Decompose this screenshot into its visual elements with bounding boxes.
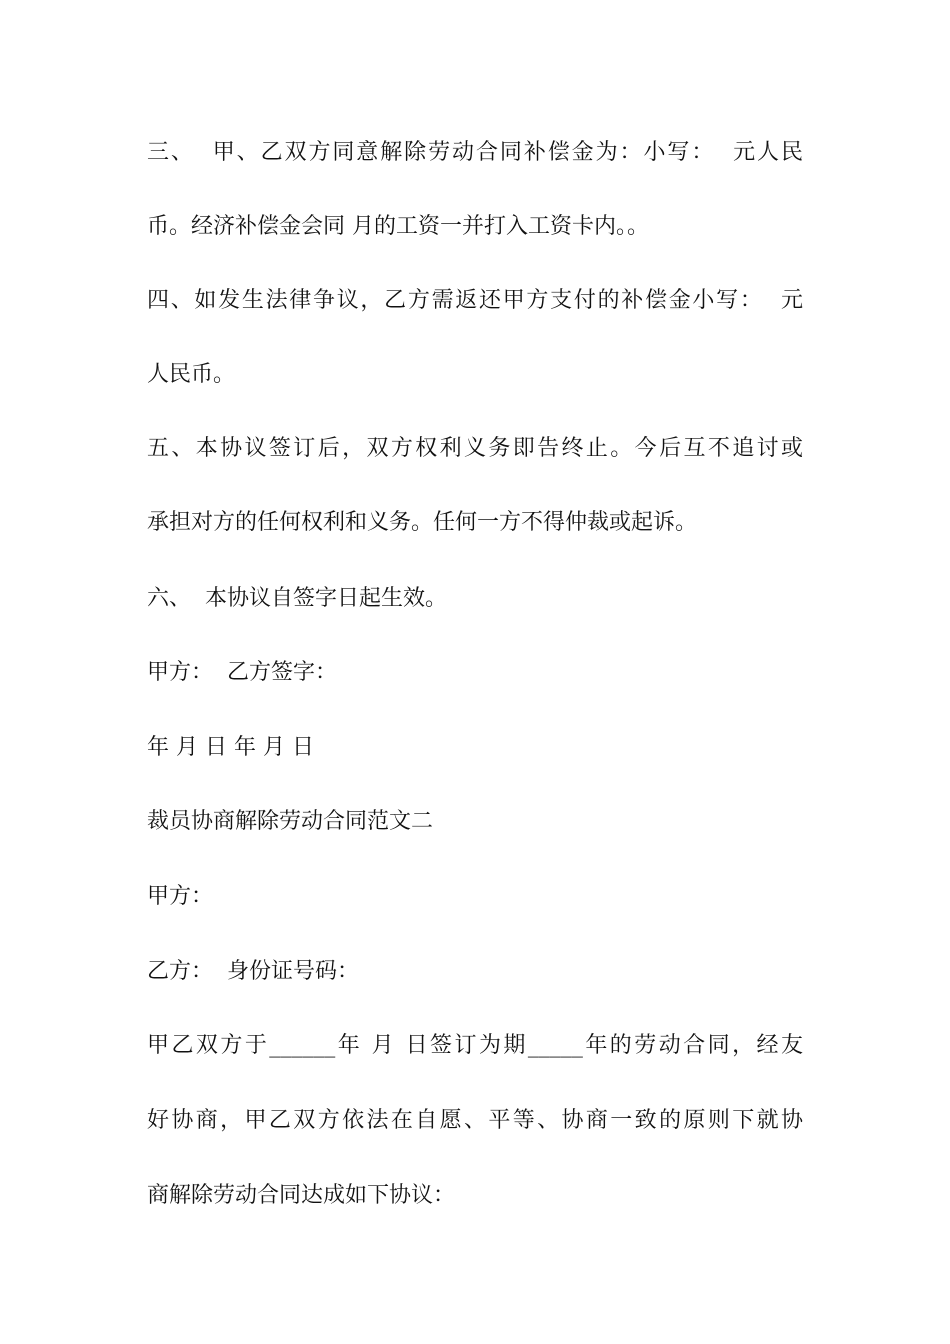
clause-3-line-1: 三、 甲、乙双方同意解除劳动合同补偿金为：小写： 元人民 [147,140,803,165]
clause-6-line: 六、 本协议自签字日起生效。 [147,586,447,611]
clause-5-line-1: 五、本协议签订后，双方权利义务即告终止。今后互不追讨或 [147,436,803,461]
clause-4-line-1: 四、如发生法律争议，乙方需返还甲方支付的补偿金小写： 元 [147,288,803,313]
intro-line-3: 商解除劳动合同达成如下协议： [147,1183,456,1208]
intro-line-2: 好协商，甲乙双方依法在自愿、平等、协商一致的原则下就协 [147,1108,803,1133]
date-line: 年 月 日 年 月 日 [147,735,314,760]
clause-5-line-2: 承担对方的任何权利和义务。任何一方不得仲裁或起诉。 [147,510,698,535]
section-title: 裁员协商解除劳动合同范文二 [147,809,434,834]
signature-line: 甲方： 乙方签字： [147,660,337,685]
clause-3-line-2: 币。经济补偿金会同 月的工资一并打入工资卡内。。 [147,214,649,239]
intro-line-1: 甲乙双方于______年 月 日签订为期_____年的劳动合同，经友 [147,1033,803,1058]
clause-4-line-2: 人民币。 [147,362,236,387]
party-b-line: 乙方： 身份证号码： [147,959,359,984]
party-a-line: 甲方： [147,884,214,909]
